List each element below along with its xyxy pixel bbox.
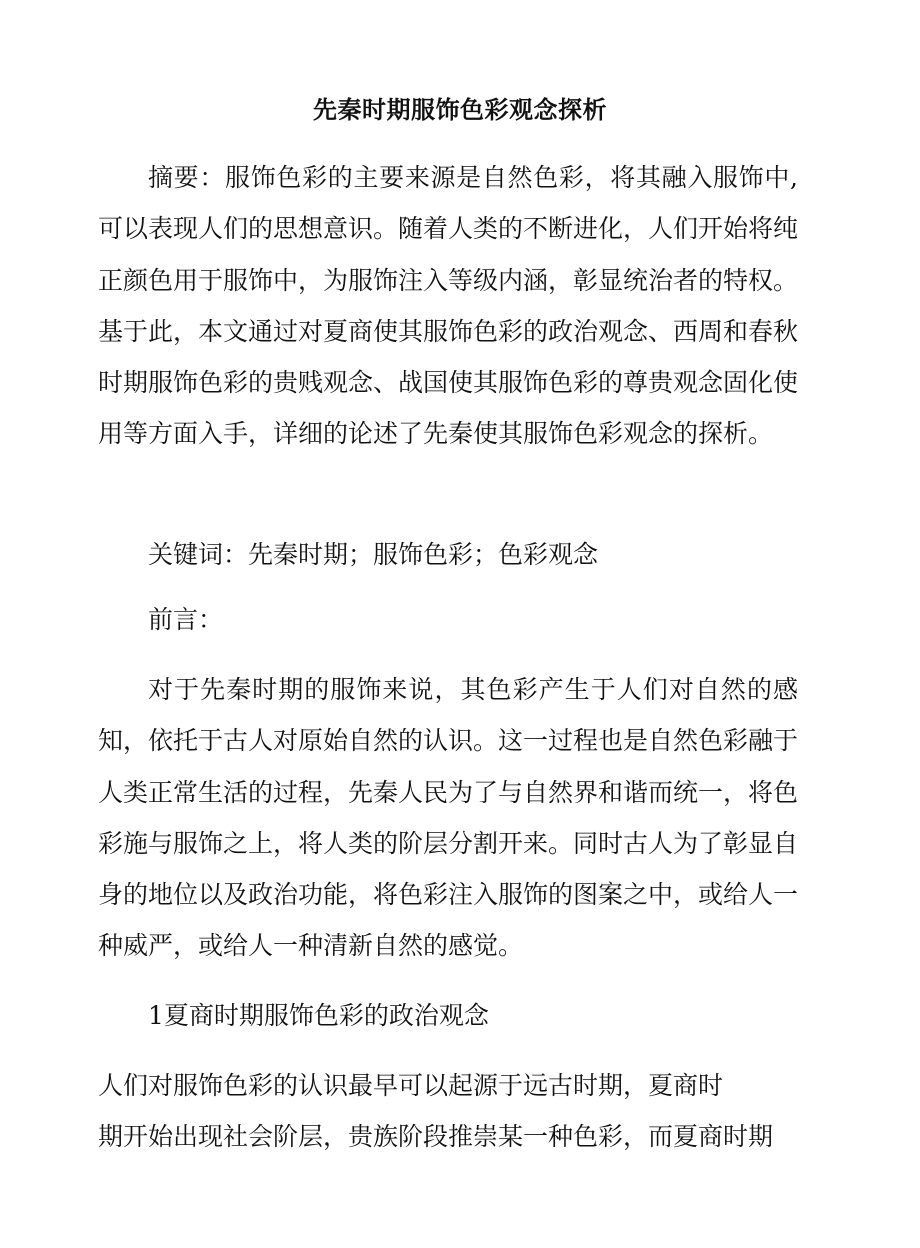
section-1-heading: 1夏商时期服饰色彩的政治观念 <box>148 1001 489 1030</box>
preface-paragraph: 对于先秦时期的服饰来说，其色彩产生于人们对自然的感知，依托于古人对原始自然的认识。这一过程也是自然色彩融于人类正常生活的过程，先秦人民为了与自然界和谐而统一，将色彩施与服饰之上，将人类的阶层分割开来。同时古人为了彰显自身的地位以及政治功能，将色彩注入服饰的图案之中，或给人一种威严，或给人一种清新自然的感觉。 <box>98 675 799 961</box>
abstract-paragraph: 摘要：服饰色彩的主要来源是自然色彩，将其融入服饰中,可以表现人们的思想意识。随着人类的不断进化，人们开始将纯正颜色用于服饰中，为服饰注入等级内涵，彰显统治者的特权。基于此，本文通过对夏商使其服饰色彩的政治观念、西周和春秋时期服饰色彩的贵贱观念、战国使其服饰色彩的尊贵观念固化使用等方面入手，详细的论述了先秦使其服饰色彩观念的探析。 <box>98 163 799 449</box>
section-1-line-2: 期开始出现社会阶层，贵族阶段推崇某一种色彩，而夏商时期 <box>98 1122 774 1151</box>
document-title: 先秦时期服饰色彩观念探析 <box>313 96 607 124</box>
keywords-line: 关键词：先秦时期；服饰色彩；色彩观念 <box>148 540 599 569</box>
section-1-line-1: 人们对服饰色彩的认识最早可以起源于远古时期，夏商时 <box>98 1071 724 1100</box>
preface-heading: 前言： <box>148 605 224 634</box>
